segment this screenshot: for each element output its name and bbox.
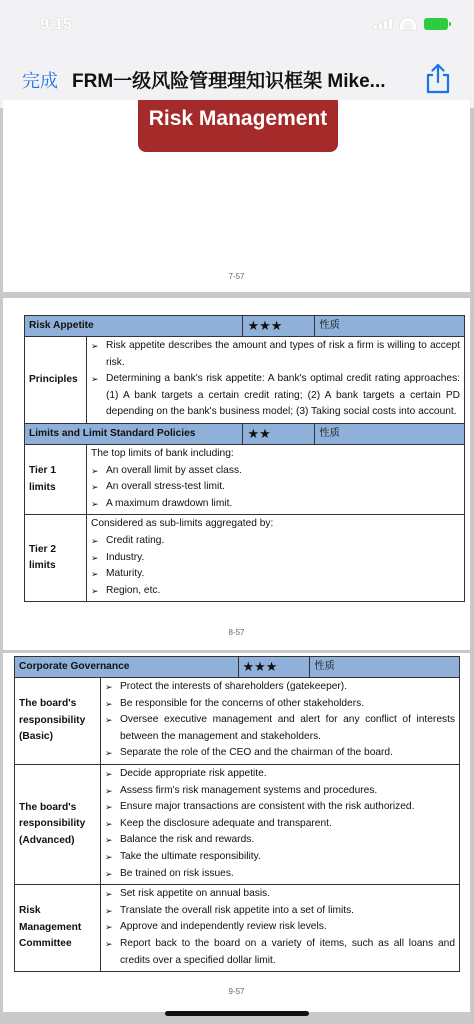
list-item: ➢ Risk appetite describes the amount and types of risk a firm is willing to accept risk. — [91, 338, 460, 371]
arrow-bullet-icon: ➢ — [90, 498, 99, 509]
list-item: ➢ Protect the interests of shareholders (gatekeeper). — [105, 679, 455, 696]
table-row — [15, 885, 460, 972]
list-item: ➢ An overall stress-test limit. — [91, 479, 460, 496]
section-title: Corporate Governance — [15, 657, 239, 678]
list-intro: Considered as sub-limits aggregated by: — [90, 518, 274, 530]
list-item: ➢ Maturity. — [91, 566, 460, 583]
list-item: ➢ Ensure major transactions are consistent with the risk authorized. — [105, 799, 455, 816]
list-item: ➢ Oversee executive management and alert for any conflict of interests between the management and stakeholders. — [105, 712, 455, 745]
star-rating: ★★★ — [238, 657, 310, 678]
list-item: ➢ Approve and independently review risk levels. — [105, 919, 455, 936]
home-indicator[interactable] — [165, 1011, 309, 1016]
arrow-bullet-icon: ➢ — [90, 535, 99, 546]
section-title: Limits and Limit Standard Policies — [25, 423, 243, 444]
arrow-bullet-icon: ➢ — [104, 748, 113, 759]
wifi-icon — [400, 18, 416, 30]
list-item: ➢ Keep the disclosure adequate and transparent. — [105, 816, 455, 833]
list-item: ➢ Credit rating. — [91, 533, 460, 550]
table-header-row — [25, 316, 465, 337]
arrow-bullet-icon: ➢ — [104, 698, 113, 709]
table-row — [15, 678, 460, 765]
row-content — [100, 885, 459, 972]
arrow-bullet-icon: ➢ — [90, 569, 99, 580]
row-content — [100, 764, 459, 884]
list-item: ➢ Assess firm's risk management systems and procedures. — [105, 783, 455, 800]
table-row — [25, 515, 465, 602]
list-intro: The top limits of bank including: — [90, 447, 234, 459]
list-item: ➢ Report back to the board on a variety of items, such as all loans and credits over a specified dollar limit. — [105, 936, 455, 969]
slide-risk-management — [3, 100, 470, 292]
arrow-bullet-icon: ➢ — [104, 715, 113, 726]
list-item: ➢ Separate the role of the CEO and the chairman of the board. — [105, 745, 455, 762]
property-label: 性质 — [315, 316, 465, 337]
property-label: 性质 — [310, 657, 460, 678]
arrow-bullet-icon: ➢ — [104, 905, 113, 916]
arrow-bullet-icon: ➢ — [104, 802, 113, 813]
arrow-bullet-icon: ➢ — [90, 482, 99, 493]
table-row — [15, 764, 460, 884]
document-title: FRM一级风险管理理知识框架 Mike... — [72, 71, 386, 92]
arrow-bullet-icon: ➢ — [104, 889, 113, 900]
list-item: ➢ Industry. — [91, 550, 460, 567]
row-content — [86, 515, 464, 602]
table-header-row — [15, 657, 460, 678]
arrow-bullet-icon: ➢ — [104, 818, 113, 829]
corporate-governance-table — [14, 656, 460, 972]
list-item: ➢ Set risk appetite on annual basis. — [105, 886, 455, 903]
row-label: Risk Management Committee — [15, 885, 101, 972]
list-item: ➢ Balance the risk and rewards. — [105, 832, 455, 849]
risk-appetite-table — [24, 315, 465, 602]
battery-icon — [424, 18, 448, 30]
row-content — [86, 337, 464, 424]
page-number: 7-57 — [228, 272, 245, 281]
list-item: ➢ Take the ultimate responsibility. — [105, 849, 455, 866]
section-title: Risk Appetite — [25, 316, 243, 337]
arrow-bullet-icon: ➢ — [104, 851, 113, 862]
arrow-bullet-icon: ➢ — [104, 785, 113, 796]
done-button[interactable]: 完成 — [22, 71, 58, 91]
row-content — [100, 678, 459, 765]
star-rating: ★★ — [243, 423, 315, 444]
row-label: The board's responsibility (Basic) — [15, 678, 101, 765]
list-item: ➢ Region, etc. — [91, 583, 460, 600]
status-bar — [0, 0, 474, 50]
arrow-bullet-icon: ➢ — [90, 341, 99, 351]
table-row — [25, 337, 465, 424]
list-item: ➢ A maximum drawdown limit. — [91, 496, 460, 513]
status-icons — [374, 18, 448, 30]
signal-icon — [374, 19, 392, 29]
slide-corporate-governance — [3, 653, 470, 1012]
row-label: Tier 2 limits — [25, 515, 87, 602]
list-item: ➢ Determining a bank's risk appetite: A bank's optimal credit rating approaches: (1) A bank targets a certain credit rating; (2) A bank targets a certain PD depending on the bank's business model; (3) Taking social costs into account. — [91, 371, 460, 421]
page-number: 9-57 — [228, 987, 245, 996]
share-icon[interactable] — [424, 62, 452, 94]
arrow-bullet-icon: ➢ — [104, 922, 113, 933]
arrow-bullet-icon: ➢ — [104, 835, 113, 846]
slide-risk-appetite — [3, 298, 470, 650]
property-label: 性质 — [315, 423, 465, 444]
arrow-bullet-icon: ➢ — [90, 585, 99, 596]
list-item: ➢ Decide appropriate risk appetite. — [105, 766, 455, 783]
row-label: Tier 1 limits — [25, 444, 87, 514]
list-item: ➢ An overall limit by asset class. — [91, 463, 460, 480]
table-header-row — [25, 423, 465, 444]
arrow-bullet-icon: ➢ — [90, 552, 99, 563]
list-item: ➢ Be trained on risk issues. — [105, 866, 455, 883]
arrow-bullet-icon: ➢ — [104, 868, 113, 879]
risk-management-banner: Risk Management — [138, 100, 338, 152]
row-label: Principles — [25, 337, 87, 424]
status-time: 9:15 — [40, 16, 73, 33]
page-number: 8-57 — [228, 628, 245, 637]
arrow-bullet-icon: ➢ — [90, 465, 99, 476]
arrow-bullet-icon: ➢ — [90, 374, 99, 385]
row-content — [86, 444, 464, 514]
arrow-bullet-icon: ➢ — [104, 938, 113, 949]
arrow-bullet-icon: ➢ — [104, 768, 113, 779]
table-row — [25, 444, 465, 514]
row-label: The board's responsibility (Advanced) — [15, 764, 101, 884]
list-item: ➢ Be responsible for the concerns of other stakeholders. — [105, 696, 455, 713]
list-item: ➢ Translate the overall risk appetite into a set of limits. — [105, 903, 455, 920]
star-rating: ★★★ — [243, 316, 315, 337]
arrow-bullet-icon: ➢ — [104, 682, 113, 692]
